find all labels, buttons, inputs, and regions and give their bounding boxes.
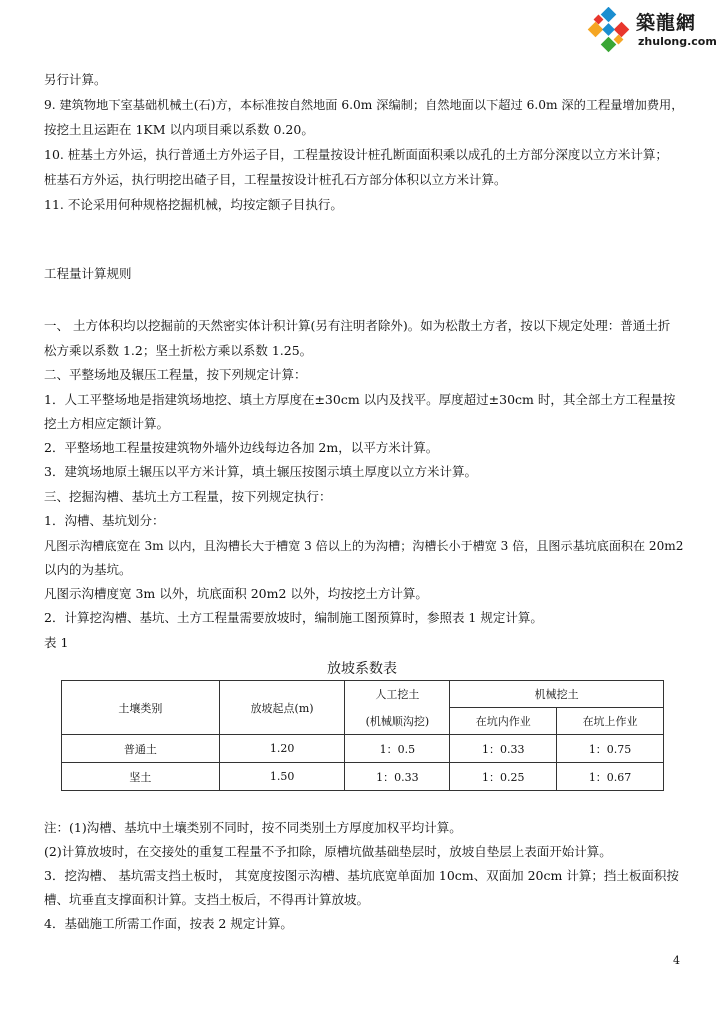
text-line: 凡图示沟槽度宽 3m 以外，坑底面积 20m2 以外，均按挖土方计算。: [44, 586, 428, 601]
table-title: 放坡系数表: [327, 661, 397, 677]
note-line: 注：(1)沟槽、基坑中土壤类别不同时，按不同类别土方厚度加权平均计算。: [44, 820, 462, 835]
text-line: 另行计算。: [44, 72, 107, 87]
cell-pit-inside: 1：0.33: [450, 735, 557, 763]
text-line: 三、挖掘沟槽、基坑土方工程量，按下列规定执行：: [44, 489, 332, 504]
table-row: [62, 763, 664, 791]
note-line: (2)计算放坡时，在交接处的重复工程量不予扣除，原槽坑做基础垫层时，放坡自垫层上表面开始计算。: [44, 844, 612, 859]
cell-pit-top: 1：0.67: [557, 763, 664, 791]
text-line: 以内的为基坑。: [44, 562, 132, 577]
cell-start: 1.50: [219, 763, 345, 791]
cell-pit-inside: 1：0.25: [450, 763, 557, 791]
table-label: 表 1: [44, 635, 69, 650]
text-line: 10. 桩基土方外运，执行普通土方外运子目，工程量按设计桩孔断面面积乘以成孔的土方部分深度以立方米计算；: [44, 147, 668, 162]
header-pit-top: 在坑上作业: [557, 708, 664, 735]
cell-manual: 1：0.33: [345, 763, 450, 791]
text-line: 桩基石方外运，执行明挖出碴子目，工程量按设计桩孔石方部分体积以立方米计算。: [44, 172, 507, 187]
text-line: 2．平整场地工程量按建筑物外墙外边线每边各加 2m，以平方米计算。: [44, 440, 439, 455]
cell-pit-top: 1：0.75: [557, 735, 664, 763]
cell-soil: 普通土: [62, 735, 220, 763]
text-line: 一、 土方体积均以挖掘前的天然密实体计积计算(另有注明者除外)。如为松散土方者，按以下规定处理：普通土折: [44, 318, 671, 333]
header-pit-inside: 在坑内作业: [450, 708, 557, 735]
text-line: 二、平整场地及辗压工程量，按下列规定计算：: [44, 367, 307, 382]
text-line: 3．建筑场地原土辗压以平方米计算，填土辗压按图示填土厚度以立方米计算。: [44, 464, 477, 479]
cell-manual: 1：0.5: [345, 735, 450, 763]
header-manual-sub: (机械顺沟挖): [345, 708, 450, 735]
logo-domain: zhulong.com: [638, 35, 717, 48]
text-line: 松方乘以系数 1.2；坚土折松方乘以系数 1.25。: [44, 343, 313, 358]
section-heading: 工程量计算规则: [44, 266, 132, 281]
slope-coefficient-table: [61, 680, 664, 791]
text-line: 9. 建筑物地下室基础机械土(石)方，本标准按自然地面 6.0m 深编制；自然地面以下超过 6.0m 深的工程量增加费用，: [44, 98, 684, 112]
text-line: 2．计算挖沟槽、基坑、土方工程量需要放坡时，编制施工图预算时，参照表 1 规定计算。: [44, 610, 543, 625]
table-row: [62, 735, 664, 763]
text-line: 槽、坑垂直支撑面积计算。支挡土板后，不得再计算放坡。: [44, 892, 370, 907]
zhulong-logo: [586, 5, 718, 55]
text-line: 3．挖沟槽、 基坑需支挡土板时， 其宽度按图示沟槽、基坑底宽单面加 10cm、双面加 20cm 计算；挡土板面积按: [44, 868, 679, 883]
pinwheel-diamond-logo-icon: [586, 7, 632, 53]
text-line: 按挖土且运距在 1KM 以内项目乘以系数 0.20。: [44, 122, 314, 137]
header-machine-dig: 机械挖土: [450, 681, 664, 708]
header-slope-start: 放坡起点(m): [219, 681, 345, 735]
cell-start: 1.20: [219, 735, 345, 763]
text-line: 凡图示沟槽底宽在 3m 以内，且沟槽长大于槽宽 3 倍以上的为沟槽；沟槽长小于槽宽 3 倍，且图示基坑底面积在 20m2: [44, 539, 684, 553]
text-line: 1．沟槽、基坑划分：: [44, 513, 165, 528]
cell-soil: 坚土: [62, 763, 220, 791]
header-soil-type: 土壤类别: [62, 681, 220, 735]
page-number: 4: [673, 954, 680, 967]
logo-chinese-name: 築龍網: [636, 12, 697, 34]
text-line: 1．人工平整场地是指建筑场地挖、填土方厚度在±30cm 以内及找平。厚度超过±30cm 时，其全部土方工程量按: [44, 392, 676, 407]
text-line: 4．基础施工所需工作面，按表 2 规定计算。: [44, 916, 293, 931]
text-line: 挖土方相应定额计算。: [44, 416, 170, 431]
text-line: 11. 不论采用何种规格挖掘机械，均按定额子目执行。: [44, 197, 343, 212]
header-manual-dig: 人工挖土: [345, 681, 450, 708]
